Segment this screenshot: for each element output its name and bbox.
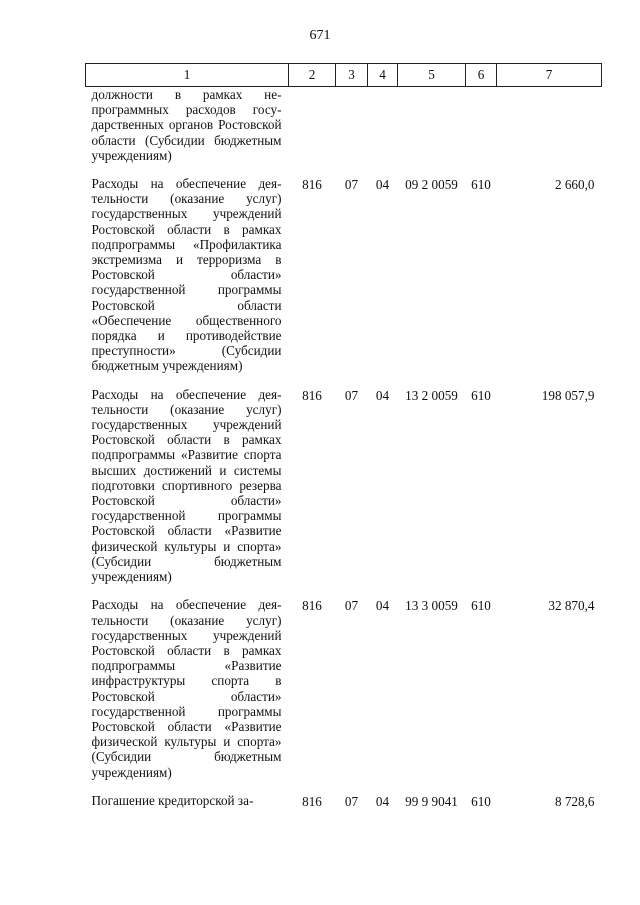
header-row bbox=[86, 64, 602, 87]
table-row bbox=[86, 387, 602, 598]
header-col-4: 4 bbox=[368, 64, 398, 87]
row-description: должности в рамках непрограммных расходов государственных органов Ростовской области (Субсидии бюджетным учреждениям) bbox=[91, 87, 282, 163]
header-col-2: 2 bbox=[289, 64, 336, 87]
row-csr bbox=[398, 87, 466, 177]
header-col-3: 3 bbox=[336, 64, 368, 87]
header-col-7: 7 bbox=[497, 64, 602, 87]
row-pr bbox=[368, 87, 398, 177]
row-sum bbox=[497, 87, 602, 177]
row-pr: 04 bbox=[375, 387, 390, 403]
table-body bbox=[86, 87, 602, 809]
row-vr bbox=[466, 87, 497, 177]
row-ved: 816 bbox=[302, 177, 322, 193]
row-sum: 32 870,4 bbox=[548, 598, 595, 614]
row-description: Расходы на обеспечение деятельности (оказание услуг) государственных учреждений Ростовской области в рамках подпрограммы «Профилактика экстремизма и терроризма в Ростовской области» государственной программы Ростовской области «Обеспечение общественного порядка и противодействие преступности» (Субсидии бюджетным учреждениям) bbox=[91, 176, 282, 374]
row-ved: 816 bbox=[302, 387, 322, 403]
table-row bbox=[86, 87, 602, 177]
table-row bbox=[86, 176, 602, 387]
row-rz: 07 bbox=[344, 387, 359, 403]
budget-table bbox=[85, 63, 602, 809]
header-col-6: 6 bbox=[466, 64, 497, 87]
header-col-1: 1 bbox=[86, 64, 289, 87]
row-rz bbox=[336, 87, 368, 177]
row-description: Расходы на обеспечение деятельности (оказание услуг) государственных учреждений Ростовской области в рамках подпрограммы «Развитие спорта высших достижений и системы подготовки спортивного резерва Ростовской области» государственной программы Ростовской области «Развитие физической культуры и спорта» (Субсидии бюджетным учреждениям) bbox=[91, 386, 282, 585]
row-pr: 04 bbox=[375, 598, 390, 614]
row-csr: 09 2 0059 bbox=[405, 177, 458, 193]
table-header bbox=[86, 64, 602, 87]
row-vr: 610 bbox=[471, 793, 491, 809]
row-sum: 2 660,0 bbox=[554, 177, 595, 193]
row-sum: 198 057,9 bbox=[541, 387, 595, 403]
row-sum: 8 728,6 bbox=[554, 793, 595, 809]
row-description: Расходы на обеспечение деятельности (оказание услуг) государственных учреждений Ростовской области в рамках подпрограммы «Развитие инфраструктуры спорта в Ростовской области» государственной программы Ростовской области «Развитие физической культуры и спорта» (Субсидии бюджетным учреждениям) bbox=[91, 597, 282, 780]
row-ved bbox=[289, 87, 336, 177]
row-csr: 13 2 0059 bbox=[405, 387, 458, 403]
table-row bbox=[86, 597, 602, 792]
page-number: 671 bbox=[309, 28, 331, 43]
header-col-5: 5 bbox=[398, 64, 466, 87]
row-vr: 610 bbox=[471, 387, 491, 403]
row-rz: 07 bbox=[344, 177, 359, 193]
row-rz: 07 bbox=[344, 793, 359, 809]
row-csr: 99 9 9041 bbox=[405, 793, 458, 809]
row-vr: 610 bbox=[471, 177, 491, 193]
table-row bbox=[86, 793, 602, 809]
row-pr: 04 bbox=[375, 793, 390, 809]
row-vr: 610 bbox=[471, 598, 491, 614]
row-ved: 816 bbox=[302, 598, 322, 614]
row-csr: 13 3 0059 bbox=[405, 598, 458, 614]
row-ved: 816 bbox=[302, 793, 322, 809]
row-description: Погашение кредиторской за- bbox=[91, 792, 254, 808]
row-rz: 07 bbox=[344, 598, 359, 614]
row-pr: 04 bbox=[375, 177, 390, 193]
